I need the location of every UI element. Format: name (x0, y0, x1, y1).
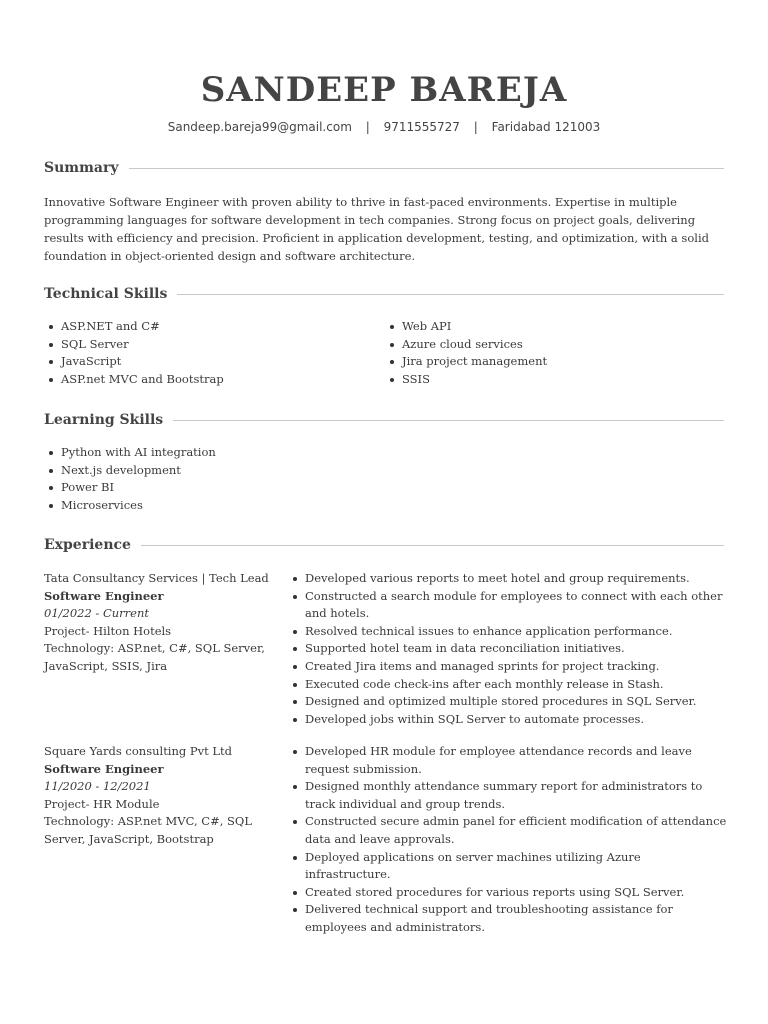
skill-item: Azure cloud services (385, 336, 725, 354)
contact-line (0, 120, 768, 134)
responsibility-item: Created Jira items and managed sprints for project tracking. (288, 658, 728, 676)
responsibility-item: Executed code check-ins after each monthly release in Stash. (288, 676, 728, 694)
skill-item: SQL Server (44, 336, 384, 354)
technical-skills-section-header (44, 284, 724, 304)
job-dates: 01/2022 - Current (44, 606, 150, 621)
skill-item: ASP.NET and C# (44, 318, 384, 336)
contact-location: Faridabad 121003 (491, 120, 601, 134)
job-role: Software Engineer (44, 761, 164, 776)
responsibility-item: Developed jobs within SQL Server to automate processes. (288, 711, 728, 729)
responsibility-item: Resolved technical issues to enhance application performance. (288, 623, 728, 641)
candidate-name: SANDEEP BAREJA (200, 70, 568, 110)
job-responsibilities (288, 743, 728, 937)
technical-skills-column-2 (385, 318, 725, 388)
learning-skills-section-header (44, 410, 724, 430)
section-title: Experience (44, 537, 131, 553)
skill-item: SSIS (385, 371, 725, 389)
summary-text: Innovative Software Engineer with proven ability to thrive in fast-paced environments. Expertise in multiple programming languages for software development in tech companies. Strong focus on project goals, delivering results with efficiency and precision. Proficient in application development, testing, and optimization, with a solid foundation in object-oriented design and software architecture. (44, 195, 709, 263)
responsibility-item: Deployed applications on server machines utilizing Azure infrastructure. (288, 849, 728, 884)
job-details (44, 570, 289, 676)
job-dates: 11/2020 - 12/2021 (44, 779, 151, 794)
responsibility-item: Developed HR module for employee attendance records and leave request submission. (288, 743, 728, 778)
section-title: Summary (44, 160, 119, 176)
job-technology: Technology: ASP.net MVC, C#, SQL Server, JavaScript, Bootstrap (44, 814, 252, 846)
section-divider (129, 168, 725, 169)
job-details (44, 743, 289, 849)
skill-item: ASP.net MVC and Bootstrap (44, 371, 384, 389)
job-technology: Technology: ASP.net, C#, SQL Server, JavaScript, SSIS, Jira (44, 641, 265, 673)
responsibility-item: Developed various reports to meet hotel and group requirements. (288, 570, 728, 588)
experience-section-header (44, 535, 724, 555)
section-divider (177, 294, 724, 295)
contact-phone: 9711555727 (383, 120, 460, 134)
job-role: Software Engineer (44, 588, 164, 603)
section-title: Technical Skills (44, 286, 168, 302)
job-company: Tata Consultancy Services | Tech Lead (44, 571, 269, 585)
section-divider (173, 420, 724, 421)
contact-email: Sandeep.bareja99@gmail.com (167, 120, 352, 134)
contact-separator: | (473, 120, 478, 134)
responsibility-item: Delivered technical support and troubleshooting assistance for employees and administrators. (288, 901, 728, 936)
section-title: Learning Skills (44, 412, 164, 428)
summary-section-header (44, 158, 724, 178)
job-responsibilities (288, 570, 728, 728)
learning-skills-list (44, 444, 384, 514)
skill-item: Jira project management (385, 353, 725, 371)
responsibility-item: Created stored procedures for various reports using SQL Server. (288, 884, 728, 902)
responsibility-item: Constructed secure admin panel for efficient modification of attendance data and leave approvals. (288, 813, 728, 848)
learning-item: Power BI (44, 479, 384, 497)
responsibility-item: Designed and optimized multiple stored procedures in SQL Server. (288, 693, 728, 711)
responsibility-item: Constructed a search module for employees to connect with each other and hotels. (288, 588, 728, 623)
job-project: Project- HR Module (44, 796, 160, 811)
job-project: Project- Hilton Hotels (44, 623, 172, 638)
technical-skills-column-1 (44, 318, 384, 388)
responsibility-item: Designed monthly attendance summary report for administrators to track individual and group trends. (288, 778, 728, 813)
responsibility-item: Supported hotel team in data reconciliation initiatives. (288, 640, 728, 658)
learning-item: Python with AI integration (44, 444, 384, 462)
job-company: Square Yards consulting Pvt Ltd (44, 744, 233, 758)
learning-item: Microservices (44, 497, 384, 515)
skill-item: JavaScript (44, 353, 384, 371)
section-divider (141, 545, 724, 546)
learning-item: Next.js development (44, 462, 384, 480)
contact-separator: | (365, 120, 370, 134)
skill-item: Web API (385, 318, 725, 336)
